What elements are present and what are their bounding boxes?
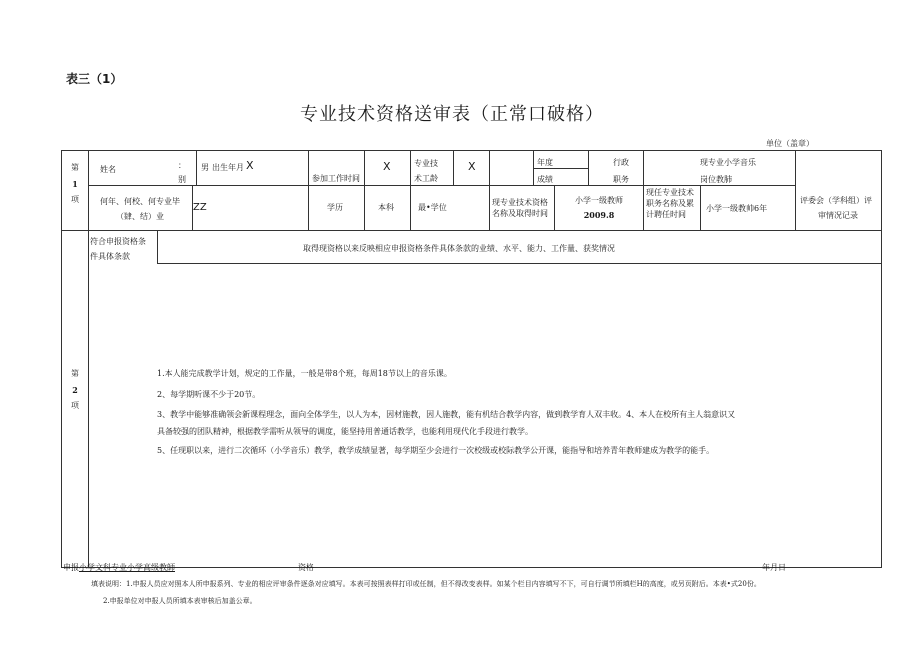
gender-label: 别 <box>178 175 186 184</box>
achievement-item-3: 3、教学中能够准确领会新课程理念，面向全体学生，以人为本，因材施教，因人施教，能有机结合教学内容，做到教学育人双丰收。4、本人在校所有主人翁意识又 <box>157 410 736 419</box>
result-label: 成绩 <box>537 175 553 184</box>
item-1-label: 第 1 项 <box>71 163 79 204</box>
achievement-item-3-cont: 具备较强的团队精神，根据教学需听从领导的调度，能坚持用普通话教学，也能利用现代化手段进行教学。 <box>157 427 533 436</box>
name-label: 姓名 <box>100 165 116 174</box>
committee-record-label: 评委会（学科组）评 审情况记录 <box>800 196 872 220</box>
achievement-item-5: 5、任现职以来，进行二次循环（小学音乐）教学，教学成绩显著，每学期至少会进行一次校级或校际教学公开课，能指导和培养青年教师建成为教学的能手。 <box>157 446 715 455</box>
application-line: 申报小学文科专业小学高级教師 <box>63 563 175 572</box>
criteria-label: 符合申报资格条 件具体条款 <box>90 237 146 261</box>
work-start-label: 参加工作时间 <box>312 174 360 183</box>
year-label: 年度 <box>537 158 553 167</box>
page-title: 专业技术资格送审表（正常口破格） <box>300 104 604 125</box>
qualification-word: 资格 <box>298 563 314 572</box>
post-value: 小学一级教帅6年 <box>706 204 768 213</box>
birth-label: 出生年月 <box>212 163 244 172</box>
post-label: 现任专业技术 职务名称及累 计聘任时间 <box>646 188 694 219</box>
gender-label-top: ： <box>178 161 186 170</box>
unit-seal-label: 单位（盖章） <box>766 139 814 148</box>
fill-note-1: 填表说明：1.申报人员应对照本人所申报系列、专业的相应评审条件逐条对应填写。本表可按照表样打印或任制，但不得改变表样。如某个栏目内容填写不下，可自行调节所填栏H的高度，或另页附后。本表•式20份。 <box>91 580 761 588</box>
table-number: 表三（1） <box>66 72 123 86</box>
gender-value: 男 <box>201 163 209 172</box>
work-start-value: X <box>383 160 391 173</box>
education-label: 学历 <box>327 203 343 212</box>
achievements-instruction: 取得现资格以来反映相应申报资格条件具体条款的业绩、水平、能力、工作量、获奖情况 <box>303 244 615 253</box>
admin-post-label: 行政 职务 <box>613 158 629 184</box>
current-position: 现专业小学音乐 岗位教肺 <box>700 158 756 184</box>
achievement-item-1: 1.本人能完成教学计划，规定的工作量，一般是带8个班，每周18节以上的音乐课。 <box>157 369 452 378</box>
application-qualification: 小学文科专业小学高级教師 <box>79 563 175 572</box>
qualification-value: 小学一级教师 2009.8 <box>575 196 623 220</box>
graduation-value: ZZ <box>193 202 207 213</box>
date-label: 年月日 <box>762 563 786 572</box>
graduation-label: 何年、何校、何专业毕 （肄、结）业 <box>100 197 180 221</box>
fill-note-2: 2.申报单位对申报人员所填本表审核后加盖公章。 <box>103 597 257 605</box>
education-value: 本科 <box>378 203 394 212</box>
item-2-label: 第 2 项 <box>71 369 79 410</box>
tech-age-value: X <box>468 160 476 173</box>
tech-age-label: 专业技 术工龄 <box>414 159 438 183</box>
degree-label: 最•学位 <box>418 203 447 212</box>
birth-value: X <box>246 159 254 172</box>
qualification-label: 现专业技术资格 名称及取得时间 <box>492 198 548 218</box>
achievement-item-2: 2、每学期听课不少于20节。 <box>157 390 261 399</box>
